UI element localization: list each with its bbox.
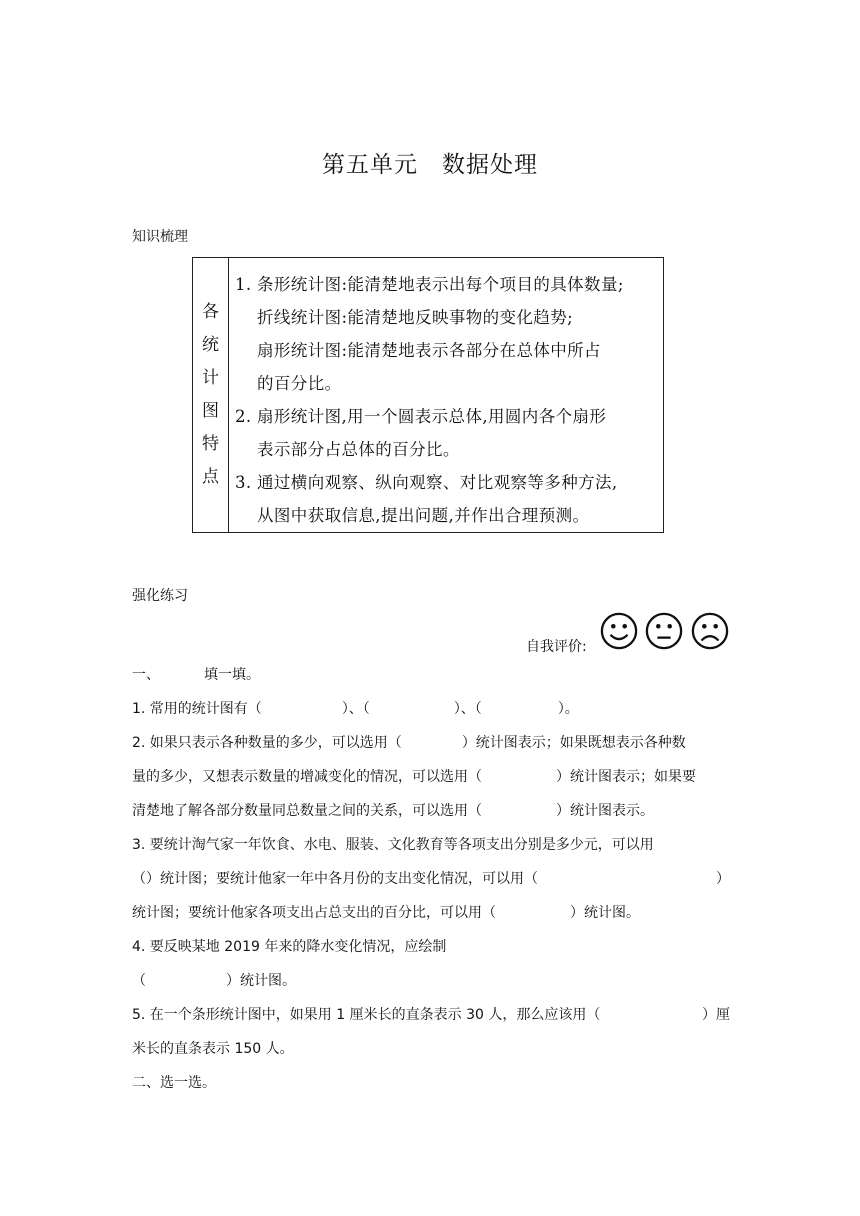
summary-line-number: 2. <box>235 407 252 426</box>
section-heading-knowledge: 知识梳理 <box>132 229 188 245</box>
question-3-line-3: 统计图；要统计他家各项支出占总支出的百分比，可以用（ ）统计图。 <box>132 905 640 921</box>
summary-line-text: 扇形统计图:能清楚地表示各部分在总体中所占 <box>257 341 601 360</box>
question-5-line-1: 5. 在一个条形统计图中，如果用 1 厘米长的直条表示 30 人，那么应该用（ ）厘 <box>132 1007 730 1023</box>
summary-line-text: 折线统计图:能清楚地反映事物的变化趋势; <box>257 308 574 327</box>
summary-line <box>235 400 659 433</box>
summary-side-char: 点 <box>202 467 219 487</box>
summary-line <box>235 433 659 466</box>
summary-line-number: 1. <box>235 275 252 294</box>
question-2-line-2: 量的多少，又想表示数量的增减变化的情况，可以选用（ ）统计图表示；如果要 <box>132 769 696 785</box>
self-eval-label: 自我评价: <box>526 639 587 655</box>
summary-line <box>235 301 659 334</box>
neutral-face-icon[interactable] <box>645 612 683 650</box>
summary-line-text: 扇形统计图,用一个圆表示总体,用圆内各个扇形 <box>257 407 607 426</box>
summary-line <box>235 268 659 301</box>
question-3-line-2: （）统计图；要统计他家一年中各月份的支出变化情况，可以用（ ） <box>132 871 730 887</box>
part2-heading: 二、选一选。 <box>132 1075 216 1091</box>
summary-side-label <box>193 258 229 532</box>
summary-side-char: 各 <box>202 302 219 322</box>
question-4-line-2: （ ）统计图。 <box>132 973 296 989</box>
summary-line <box>235 499 659 532</box>
question-3-line-1: 3. 要统计淘气家一年饮食、水电、服装、文化教育等各项支出分别是多少元，可以用 <box>132 837 654 853</box>
summary-line-text: 通过横向观察、纵向观察、对比观察等多种方法, <box>257 473 618 492</box>
summary-line-text: 从图中获取信息,提出问题,并作出合理预测。 <box>257 506 590 525</box>
summary-line-number: 3. <box>235 473 252 492</box>
page-title: 第五单元 数据处理 <box>322 152 538 178</box>
section-heading-practice: 强化练习 <box>132 588 188 604</box>
question-2-line-1: 2. 如果只表示各种数量的多少，可以选用（ ）统计图表示；如果既想表示各种数 <box>132 735 686 751</box>
summary-side-char: 图 <box>202 401 219 421</box>
summary-line-text: 的百分比。 <box>257 374 342 393</box>
question-4-line-1: 4. 要反映某地 2019 年来的降水变化情况，应绘制 <box>132 939 447 955</box>
question-5-line-2: 米长的直条表示 150 人。 <box>132 1041 294 1057</box>
summary-side-char: 计 <box>202 368 219 388</box>
summary-table <box>192 257 664 533</box>
summary-line <box>235 334 659 367</box>
smile-face-icon[interactable] <box>600 612 638 650</box>
summary-line <box>235 466 659 499</box>
summary-line <box>235 367 659 400</box>
summary-line-text: 条形统计图:能清楚地表示出每个项目的具体数量; <box>257 275 624 294</box>
question-1: 1. 常用的统计图有（ ）、（ ）、（ ）。 <box>132 701 579 717</box>
summary-content <box>235 268 659 532</box>
question-2-line-3: 清楚地了解各部分数量同总数量之间的关系，可以选用（ ）统计图表示。 <box>132 803 654 819</box>
part1-heading: 一、 填一填。 <box>132 667 260 683</box>
summary-side-char: 统 <box>202 335 219 355</box>
sad-face-icon[interactable] <box>691 612 729 650</box>
summary-line-text: 表示部分占总体的百分比。 <box>257 440 460 459</box>
summary-side-char: 特 <box>202 434 219 454</box>
